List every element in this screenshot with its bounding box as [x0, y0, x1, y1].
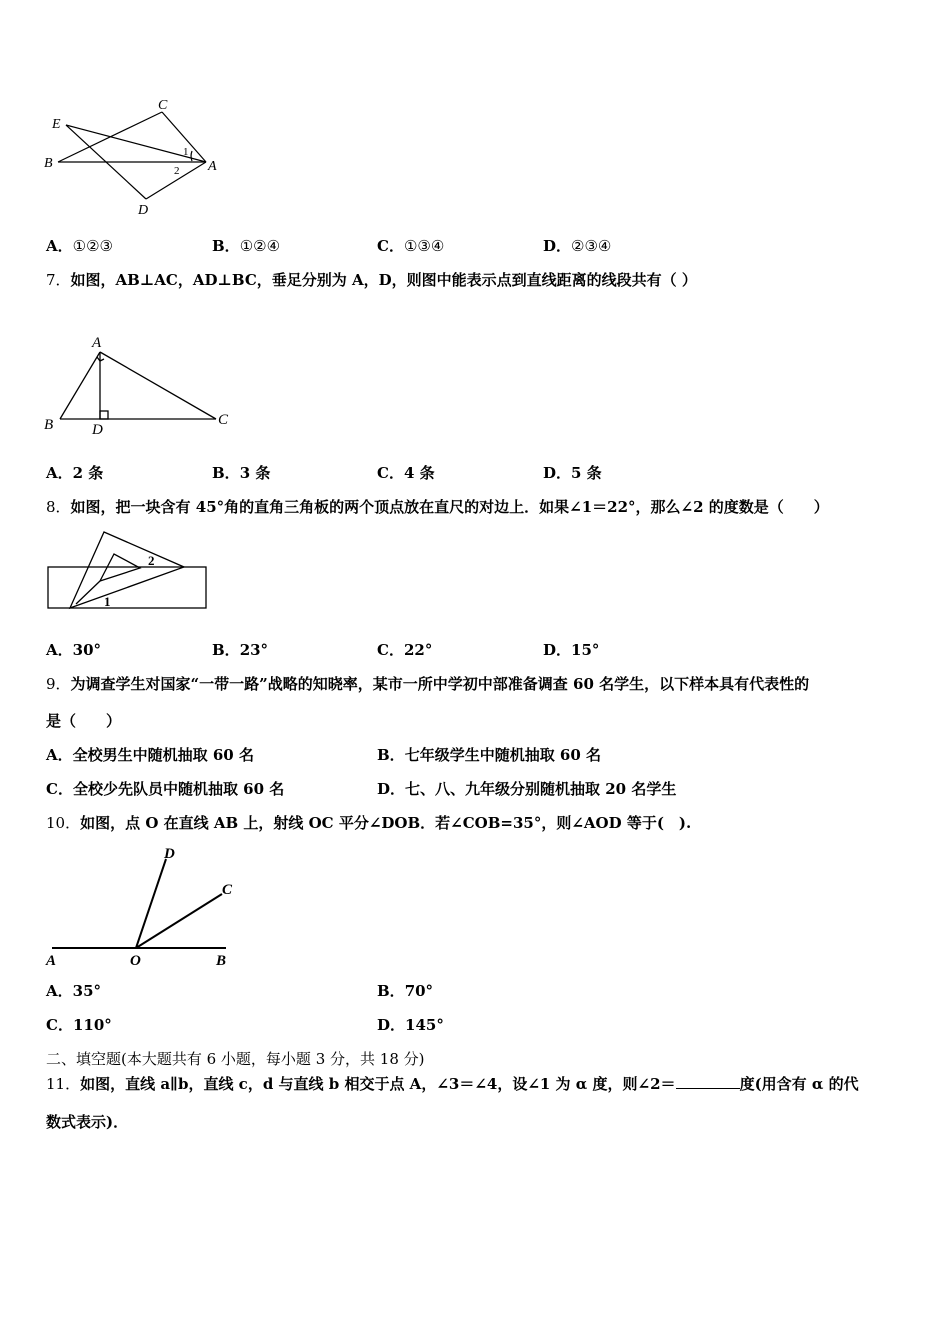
figure-q10-rays: [40, 842, 250, 968]
label-O: O: [130, 953, 141, 968]
right-angle-mark-D: [100, 411, 108, 419]
q9-stem-line2: 是（ ）: [46, 712, 122, 730]
q7-option-a: A．2 条: [46, 464, 104, 482]
q8-number: 8．: [46, 498, 71, 516]
q6-option-b: B．①②④: [212, 237, 281, 255]
label-A: A: [208, 159, 217, 174]
q10-option-b: B．70°: [377, 982, 434, 1000]
label-E: E: [52, 117, 61, 132]
label-angle-1: 1: [183, 146, 189, 158]
q10-option-c: C．110°: [46, 1016, 112, 1034]
set-square-outer: [70, 532, 184, 608]
label-B: B: [44, 156, 53, 171]
q11-answer-blank[interactable]: [676, 1074, 740, 1089]
q9-number: 9．: [46, 675, 71, 693]
q11-stem-line1: 11．如图，直线 a∥b，直线 c，d 与直线 b 相交于点 A，∠3＝∠4，设∠1 为 α 度，则∠2＝ 度(用含有 α 的代: [46, 1075, 859, 1093]
label-C: C: [158, 98, 168, 113]
q8-stem: 8．如图，把一块含有 45°角的直角三角板的两个顶点放在直尺的对边上．如果∠1＝22°，那么∠2 的度数是（ ）: [46, 498, 829, 516]
label-B: B: [44, 417, 54, 433]
q9-option-a: A．全校男生中随机抽取 60 名: [46, 746, 254, 764]
label-D: D: [92, 422, 103, 438]
hypotenuse-inner: [76, 581, 100, 604]
q10-option-a: A．35°: [46, 982, 102, 1000]
label-A: A: [92, 335, 102, 351]
q8-option-a: A．30°: [46, 641, 102, 659]
q8-option-b: B．23°: [212, 641, 269, 659]
label-angle-2: 2: [148, 553, 155, 568]
q7-number: 7．: [46, 271, 71, 289]
label-D: D: [164, 846, 175, 862]
q7-option-d: D．5 条: [543, 464, 602, 482]
figure-q8-ruler-triangle: [44, 528, 214, 614]
q9-option-d: D．七、八、九年级分别随机抽取 20 名学生: [377, 780, 677, 798]
q9-option-b: B．七年级学生中随机抽取 60 名: [377, 746, 602, 764]
q10-number: 10．: [46, 814, 81, 832]
figure-q6-geometry: [40, 95, 230, 220]
angle-arc: [191, 151, 192, 161]
segment-AB: [60, 352, 100, 419]
section-heading-fill-in: 二、填空题(本大题共有 6 小题，每小题 3 分，共 18 分): [46, 1050, 425, 1068]
label-angle-1: 1: [104, 594, 111, 609]
figure-q7-triangle: [40, 330, 240, 440]
label-A: A: [46, 953, 57, 968]
q9-option-c: C．全校少先队员中随机抽取 60 名: [46, 780, 285, 798]
label-C: C: [222, 882, 233, 898]
label-B: B: [216, 953, 227, 968]
q6-option-d: D．②③④: [543, 237, 612, 255]
q6-option-c: C．①③④: [377, 237, 445, 255]
q7-option-b: B．3 条: [212, 464, 271, 482]
q10-option-d: D．145°: [377, 1016, 444, 1034]
q6-option-a: A．①②③: [46, 237, 113, 255]
ray-OC: [136, 894, 222, 948]
q8-option-d: D．15°: [543, 641, 600, 659]
label-C: C: [218, 412, 229, 428]
q11-number: 11．: [46, 1075, 81, 1093]
q11-stem-line2: 数式表示)．: [46, 1113, 129, 1131]
q7-stem: 7．如图，AB⊥AC，AD⊥BC，垂足分别为 A，D，则图中能表示点到直线距离的线段共有（ ）: [46, 271, 697, 289]
label-D: D: [138, 203, 149, 218]
label-angle-2: 2: [174, 165, 180, 177]
q8-option-c: C．22°: [377, 641, 433, 659]
q9-stem-line1: 9．为调查学生对国家“一带一路”战略的知晓率，某市一所中学初中部准备调查 60 名学生，以下样本具有代表性的: [46, 675, 810, 693]
q7-option-c: C．4 条: [377, 464, 435, 482]
segment-AC: [100, 352, 216, 419]
q10-stem: 10．如图，点 O 在直线 AB 上，射线 OC 平分∠DOB．若∠COB=35°，则∠AOD 等于( ).: [46, 814, 692, 832]
segment-BC: [58, 112, 162, 162]
ray-OD: [136, 859, 166, 948]
